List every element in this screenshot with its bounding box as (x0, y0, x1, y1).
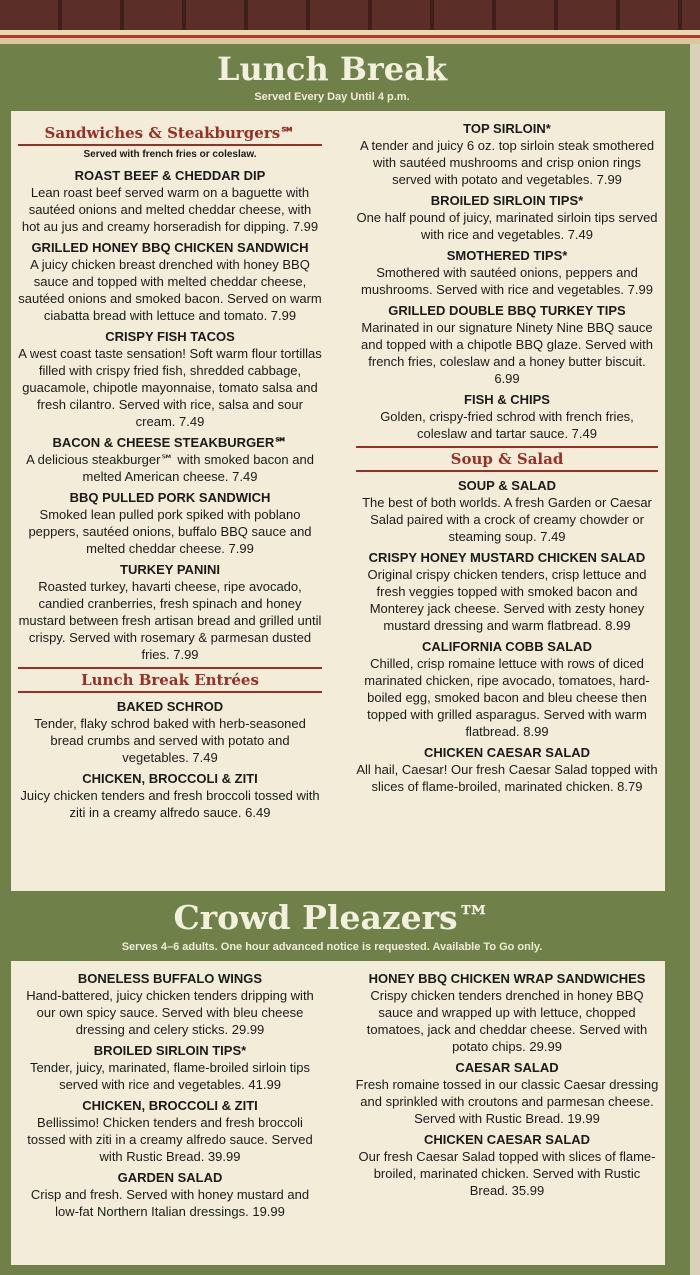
menu-item-description: Marinated in our signature Ninety Nine BBQ sauce and topped with a chipotle BBQ glaze. Served with french fries, coleslaw and a honey butter biscuit. 6.99 (361, 320, 653, 386)
menu-top-stripe (0, 30, 700, 44)
soup-salad-section-header (356, 446, 658, 472)
menu-item-top-sirloin (356, 120, 658, 188)
soup-salad-rule-bottom (356, 470, 658, 472)
menu-item-name: CRISPY HONEY MUSTARD CHICKEN SALAD (368, 550, 646, 565)
menu-item-baked-schrod (18, 698, 322, 766)
menu-item-soup-salad (356, 477, 658, 545)
menu-item-name: CHICKEN CAESAR SALAD (423, 745, 591, 760)
lunch-break-subtitle: Served Every Day Until 4 p.m. (254, 91, 410, 103)
menu-item-description: The best of both worlds. A fresh Garden or Caesar Salad paired with a crock of creamy chowder or steaming soup. 7.49 (362, 495, 652, 544)
menu-item-crowd-sirloin-tips (18, 1042, 322, 1093)
menu-item-name: TOP SIRLOIN* (463, 121, 551, 136)
menu-item-description: A juicy chicken breast drenched with honey BBQ sauce and topped with melted cheddar cheese, sautéed onions and smoked bacon. Served on warm ciabatta bread with lettuce and tomato. 7.99 (18, 257, 322, 323)
menu-item-description: Tender, flaky schrod baked with herb-seasoned bread crumbs and served with potato and vegetables. 7.49 (34, 716, 306, 765)
menu-item-bacon-cheese-steakburger (18, 434, 322, 485)
menu-item-crowd-chicken-caesar (354, 1131, 660, 1199)
menu-item-name: GARDEN SALAD (117, 1170, 223, 1185)
menu-item-description: A west coast taste sensation! Soft warm flour tortillas filled with crispy fried fish, shredded cabbage, guacamole, chipotle mayonnaise, tomato salsa and fresh cilantro. Served with rice, salsa and sour cream. 7.49 (18, 346, 322, 429)
menu-item-name: GRILLED DOUBLE BBQ TURKEY TIPS (388, 303, 626, 318)
sandwiches-heading: Sandwiches & Steakburgers℠ (44, 124, 296, 142)
menu-item-name: ROAST BEEF & CHEDDAR DIP (74, 168, 266, 183)
sandwiches-note: Served with french fries or coleslaw. (83, 149, 257, 160)
menu-item-name: BBQ PULLED PORK SANDWICH (69, 490, 271, 505)
entrees-rule-bottom (18, 691, 322, 693)
menu-item-caesar-salad (354, 1059, 660, 1127)
menu-item-smothered-tips (356, 247, 658, 298)
menu-item-name: BROILED SIRLOIN TIPS* (430, 193, 584, 208)
menu-item-fish-tacos (18, 328, 322, 430)
menu-item-description: Roasted turkey, havarti cheese, ripe avocado, candied cranberries, fresh spinach and honey mustard between fresh artisan bread and grilled until crispy. Served with rosemary & parmesan dusted fries. 7.99 (18, 579, 322, 662)
sandwiches-section-header (18, 122, 322, 162)
menu-item-description: Lean roast beef served warm on a baguette with sautéed onions and melted cheddar cheese, with hot au jus and creamy horseradish for dipping. 7.99 (21, 185, 319, 234)
lunch-left-column (18, 120, 322, 825)
crowd-pleazers-title: Crowd Pleazers™ (173, 898, 491, 937)
menu-item-pulled-pork (18, 489, 322, 557)
menu-item-name: FISH & CHIPS (464, 392, 550, 407)
sandwiches-rule (18, 144, 322, 146)
menu-item-chicken-broccoli-ziti (18, 770, 322, 821)
menu-item-name: CHICKEN, BROCCOLI & ZITI (82, 1098, 258, 1113)
crowd-left-column (18, 970, 322, 1224)
menu-item-roast-beef (18, 167, 322, 235)
menu-item-description: Bellissimo! Chicken tenders and fresh broccoli tossed with ziti in a creamy alfredo sauce. Served with Rustic Bread. 39.99 (27, 1115, 313, 1164)
soup-salad-heading: Soup & Salad (450, 450, 564, 468)
menu-item-crowd-chicken-ziti (18, 1097, 322, 1165)
menu-item-broiled-sirloin-tips (356, 192, 658, 243)
menu-item-description: Smothered with sautéed onions, peppers and mushrooms. Served with rice and vegetables. 7.99 (361, 265, 653, 297)
menu-item-name: BACON & CHEESE STEAKBURGER℠ (52, 435, 288, 450)
menu-item-name: CHICKEN CAESAR SALAD (423, 1132, 591, 1147)
menu-item-description: Juicy chicken tenders and fresh broccoli tossed with ziti in a creamy alfredo sauce. 6.49 (20, 788, 320, 820)
menu-item-description: Fresh romaine tossed in our classic Caesar dressing and sprinkled with croutons and parmesan cheese. Served with Rustic Bread. 19.99 (355, 1077, 659, 1126)
menu-item-description: One half pound of juicy, marinated sirloin tips served with rice and vegetables. 7.49 (356, 210, 658, 242)
entrees-section-header (18, 667, 322, 693)
menu-item-garden-salad (18, 1169, 322, 1220)
menu-item-name: BAKED SCHROD (116, 699, 224, 714)
menu-item-description: Smoked lean pulled pork spiked with poblano peppers, sautéed onions, buffalo BBQ sauce and melted cheddar cheese. 7.99 (28, 507, 312, 556)
menu-item-cobb-salad (356, 638, 658, 740)
menu-item-description: Crisp and fresh. Served with honey mustard and low-fat Northern Italian dressings. 19.99 (30, 1187, 310, 1219)
menu-item-honey-bbq-chicken (18, 239, 322, 324)
menu-item-honey-mustard-salad (356, 549, 658, 634)
menu-item-name: CHICKEN, BROCCOLI & ZITI (82, 771, 258, 786)
menu-item-name: CAESAR SALAD (455, 1060, 559, 1075)
menu-item-description: Original crispy chicken tenders, crisp lettuce and fresh veggies topped with smoked bacon and Monterey jack cheese. Served with zesty honey mustard dressing and warm flatbread. 8.99 (367, 567, 647, 633)
menu-item-name: GRILLED HONEY BBQ CHICKEN SANDWICH (31, 240, 309, 255)
menu-item-name: SMOTHERED TIPS* (446, 248, 568, 263)
menu-item-description: A delicious steakburger℠ with smoked bacon and melted American cheese. 7.49 (26, 452, 314, 484)
menu-item-chicken-caesar-salad (356, 744, 658, 795)
entrees-heading: Lunch Break Entrées (81, 671, 259, 689)
menu-item-description: Hand-battered, juicy chicken tenders dripping with our own spicy sauce. Served with bleu cheese dressing and celery sticks. 29.99 (26, 988, 314, 1037)
menu-item-name: BROILED SIRLOIN TIPS* (93, 1043, 247, 1058)
menu-item-fish-chips (356, 391, 658, 442)
menu-item-name: TURKEY PANINI (120, 562, 220, 577)
crowd-pleazers-subtitle: Serves 4–6 adults. One hour advanced notice is requested. Available To Go only. (121, 941, 543, 953)
menu-item-description: Our fresh Caesar Salad topped with slices of flame-broiled, marinated chicken. Served with Rustic Bread. 35.99 (358, 1149, 656, 1198)
menu-item-description: Tender, juicy, marinated, flame-broiled sirloin tips served with rice and vegetables. 41.99 (29, 1060, 311, 1092)
menu-item-turkey-panini (18, 561, 322, 663)
menu-item-description: Chilled, crisp romaine lettuce with rows of diced marinated chicken, ripe avocado, tomatoes, hard-boiled egg, smoked bacon and bleu cheese then topped with grilled asparagus. Served with warm flatbread. 8.99 (364, 656, 650, 739)
brick-wall-backdrop (0, 0, 700, 30)
lunch-break-title: Lunch Break (216, 50, 448, 88)
menu-item-name: SOUP & SALAD (458, 478, 556, 493)
menu-item-description: Crispy chicken tenders drenched in honey BBQ sauce and wrapped up with lettuce, chopped tomatoes, jack and cheddar cheese. Served with potato chips. 29.99 (366, 988, 648, 1054)
menu-item-description: A tender and juicy 6 oz. top sirloin steak smothered with sautéed mushrooms and crisp onion rings served with potato and vegetables. 7.99 (359, 138, 655, 187)
menu-item-name: CRISPY FISH TACOS (105, 329, 235, 344)
page-edge (690, 44, 700, 1275)
menu-item-name: BONELESS BUFFALO WINGS (77, 971, 263, 986)
menu-item-bbq-wrap-sandwiches (354, 970, 660, 1055)
menu-item-bbq-turkey-tips (356, 302, 658, 387)
lunch-right-column (356, 120, 658, 799)
menu-item-description: Golden, crispy-fried schrod with french fries, coleslaw and tartar sauce. 7.49 (380, 409, 634, 441)
menu-item-name: CALIFORNIA COBB SALAD (422, 639, 592, 654)
crowd-right-column (354, 970, 660, 1203)
menu-item-description: All hail, Caesar! Our fresh Caesar Salad topped with slices of flame-broiled, marinated chicken. 8.79 (356, 762, 658, 794)
menu-item-name: HONEY BBQ CHICKEN WRAP SANDWICHES (368, 971, 646, 986)
menu-item-boneless-wings (18, 970, 322, 1038)
